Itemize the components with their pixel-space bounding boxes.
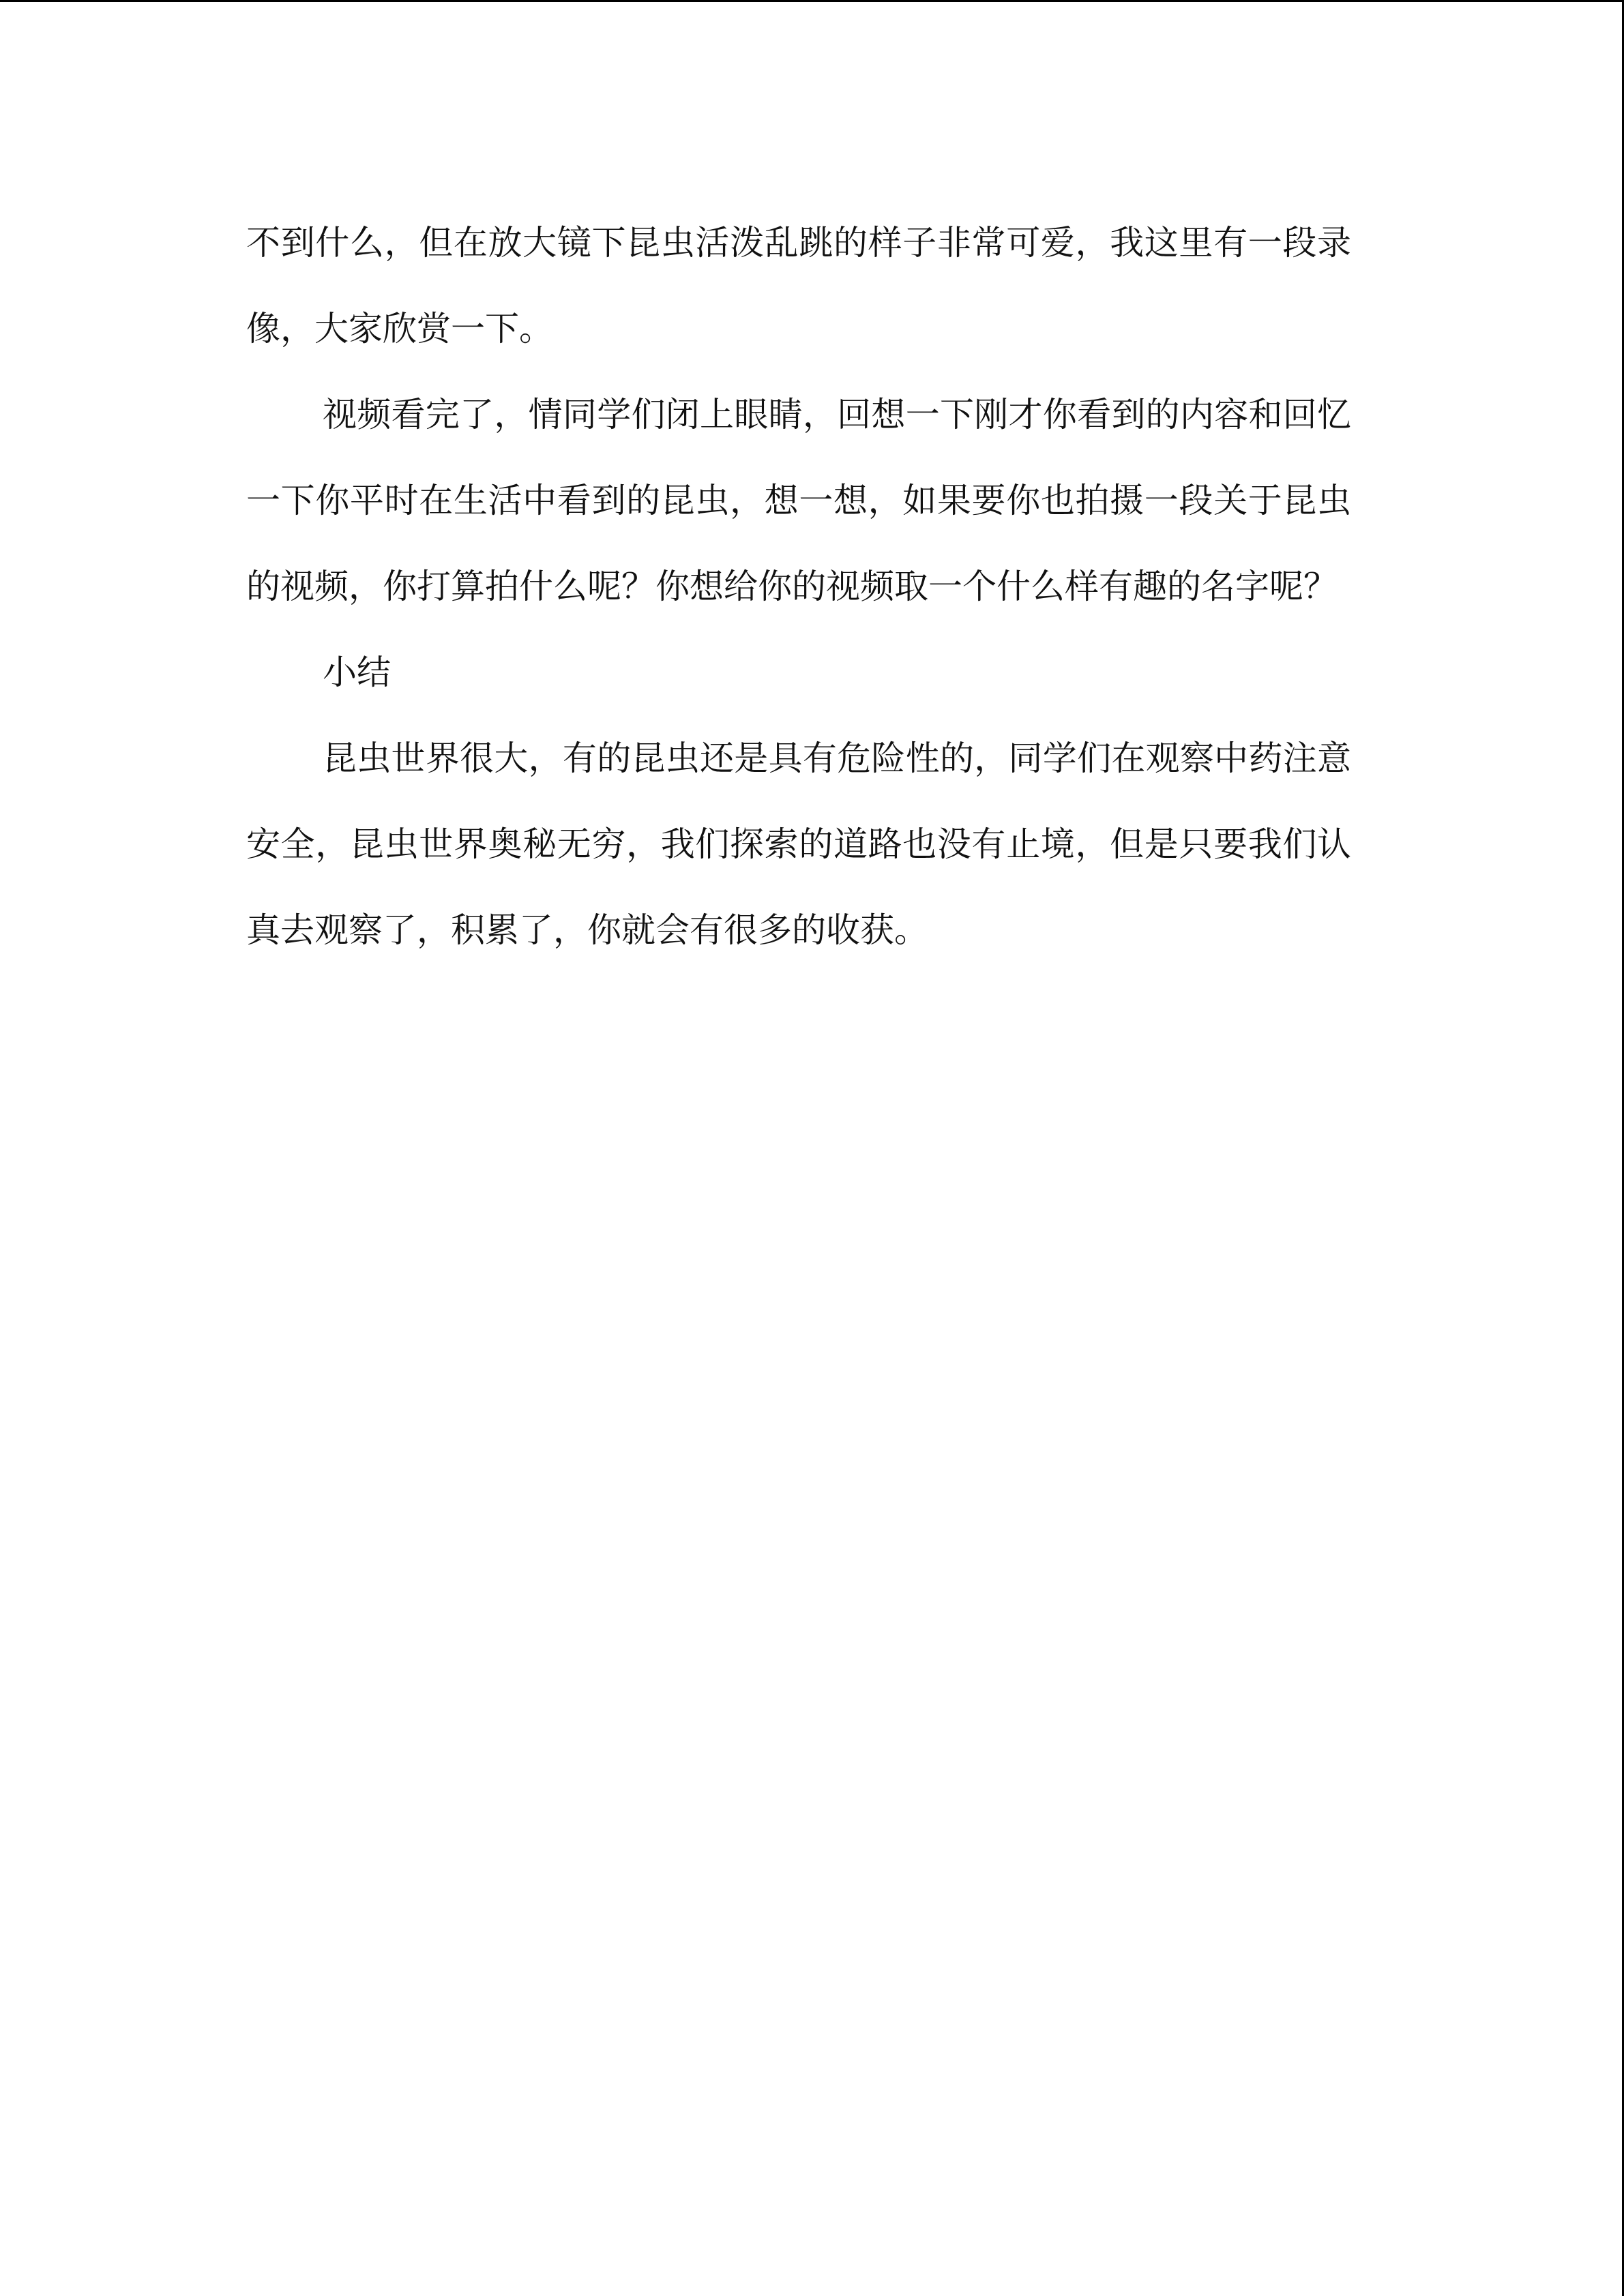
document-body xyxy=(246,200,1351,973)
paragraph-continuation: 不到什么，但在放大镜下昆虫活泼乱跳的样子非常可爱，我这里有一段录像，大家欣赏一下。 xyxy=(246,223,1351,348)
paragraph-video-prompt: 视频看完了，情同学们闭上眼睛，回想一下刚才你看到的内容和回忆一下你平时在生活中看到的昆虫，想一想，如果要你也拍摄一段关于昆虫的视频，你打算拍什么呢？你想给你的视频取一个什么样有趣的名字呢？ xyxy=(246,395,1351,606)
paragraph-summary: 昆虫世界很大，有的昆虫还是具有危险性的，同学们在观察中药注意安全，昆虫世界奥秘无穷，我们探索的道路也没有止境，但是只要我们认真去观察了，积累了，你就会有很多的收获。 xyxy=(246,739,1351,950)
section-heading-summary: 小结 xyxy=(323,653,391,692)
